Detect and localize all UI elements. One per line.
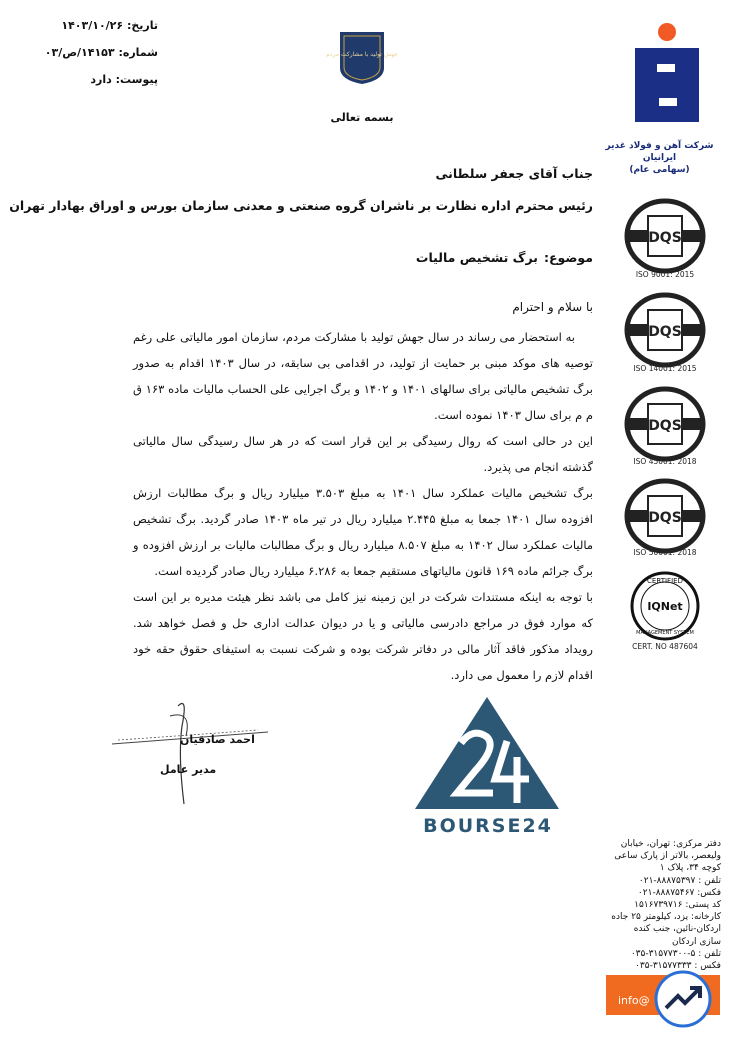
paragraph-1: به استحضار می رساند در سال جهش تولید با مشارکت مردم، سازمان امور مالیاتی علی رغم توصیه های موکد مبنی بر حمایت از تولید، در اقدامی بی سابقه، در سال ۱۴۰۳ اقدام به صدور برگ تشخیص مالیاتی برای سالهای ۱۴۰۱ و ۱۴۰۲ و برگ اجرایی علی الحساب مالیات ماده ۱۶۳ ق م م برای سال ۱۴۰۳ نموده است. (133, 330, 593, 422)
iqnet-certified-badge-icon (626, 570, 704, 642)
trend-arrow-watermark-icon (654, 970, 712, 1028)
contact-line: فکس : ۳۱۵۷۷۳۳۳-۰۳۵ (635, 961, 721, 972)
iso-14001-badge-icon (620, 292, 710, 374)
company-logo-icon (627, 22, 707, 132)
contact-line: سازی اردکان (671, 936, 721, 947)
contact-block (591, 838, 721, 972)
iqnet-ring-top: CERTIFIED (647, 577, 683, 585)
footer-email: info@ (618, 994, 650, 1007)
paragraph-4: با توجه به اینکه مستندات شرکت در این زمینه نیز کامل می باشد نظر هیئت مدیره بر این است که موارد فوق در مراجع دادرسی مالیاتی و یا در دیوان عدالت اداری حل و فصل خواهد شد. رویداد مذکور فاقد آثار مالی در دفاتر شرکت بوده و شرکت نسبت به استیفای حقوق حقه خود اقدام لازم را معمول می دارد. (133, 590, 593, 682)
svg-text:DQS: DQS (648, 324, 682, 340)
production-year-emblem-icon (326, 28, 398, 86)
iqnet-cert-number: CERT. NO 487604 (632, 642, 698, 651)
iqnet-badge-text: IQNet (647, 600, 683, 613)
svg-text:DQS: DQS (648, 418, 682, 434)
iso-45001-label: ISO 45001: 2018 (633, 457, 697, 466)
subject-text: برگ تشخیص مالیات (415, 250, 538, 265)
company-name-block (592, 140, 727, 176)
contact-line: کوچه ۳۴، پلاک ۱ (659, 863, 721, 874)
svg-text:DQS: DQS (648, 230, 682, 246)
contact-line: تلفن : ۵-۳۱۵۷۷۳۰۰-۰۳۵ (630, 948, 721, 959)
paragraph-3: برگ تشخیص مالیات عملکرد سال ۱۴۰۱ به مبلغ ۳.۵۰۳ میلیارد ریال و برگ مطالبات ارزش افزوده سال ۱۴۰۱ جمعا به مبلغ ۲.۴۴۵ میلیارد ریال در تیر ماه ۱۴۰۳ صادر گردید. برگ تشخیص مالیات عملکرد سال ۱۴۰۲ به مبلغ ۸.۵۰۷ میلیارد ریال و برگ مطالبات مالیات بر ارزش افزوده و برگ جرائم ماده ۱۶۹ قانون مالیاتهای مستقیم جمعا به ۶.۲۸۶ میلیارد ریال صادر گردیده است. (133, 486, 594, 578)
bourse24-logo-icon (413, 693, 561, 811)
contact-line: فکس: ۸۸۸۷۵۴۶۷-۰۲۱ (637, 887, 721, 898)
signature-scribble-icon (108, 696, 273, 806)
paragraph-2: این در حالی است که روال رسیدگی بر این قرار است که در هر سال رسیدگی سال مالیاتی گذشته انجام می پذیرد. (133, 434, 593, 474)
recipient-name: جناب آقای جعفر سلطانی (435, 166, 593, 181)
bismillah: بسمه تعالی (330, 111, 394, 124)
contact-line: دفتر مرکزی: تهران، خیابان (620, 839, 721, 849)
subject-label: موضوع: (543, 250, 593, 265)
greeting: با سلام و احترام (512, 300, 593, 314)
iso-9001-label: ISO 9001: 2015 (635, 270, 695, 279)
letter-attachment: پیوست: دارد (90, 73, 158, 86)
letter-body (133, 324, 593, 688)
company-type: (سهامی عام) (629, 165, 690, 175)
iso-14001-label: ISO 14001: 2015 (633, 364, 697, 373)
signatory-title: مدیر عامل (160, 763, 217, 776)
iso-9001-badge-icon (620, 198, 710, 280)
letter-number: شماره: ۱۴۱۵۳/ص/۰۳ (44, 46, 158, 59)
recipient-position: رئیس محترم اداره نظارت بر ناشران گروه صنعتی و معدنی سازمان بورس و اوراق بهادار تهران (9, 198, 593, 213)
iqnet-ring-bottom: MANAGEMENT SYSTEM (636, 630, 694, 636)
contact-line: تلفن : ۸۸۸۷۵۳۹۷-۰۲۱ (638, 875, 721, 886)
svg-text:DQS: DQS (648, 510, 682, 526)
subject-line (410, 250, 593, 265)
letter-date: تاریخ: ۱۴۰۳/۱۰/۲۶ (61, 19, 158, 32)
signatory-name: احمد صادقیان (180, 733, 255, 746)
contact-line: کارخانه: یزد، کیلومتر ۲۵ جاده (611, 912, 721, 923)
contact-line: کد پستی: ۱۵۱۶۷۳۹۷۱۶ (634, 900, 721, 911)
iso-45001-badge-icon (620, 386, 710, 468)
iso-50001-label: ISO 50001: 2018 (633, 548, 697, 557)
emblem-label: جهش تولید با مشارکت مردم (326, 51, 398, 58)
letter-meta (8, 12, 158, 93)
bourse24-brand: BOURSE24 (423, 815, 553, 837)
company-name: شرکت آهن و فولاد غدیر ایرانیان (605, 141, 714, 163)
contact-line: ولیعصر، بالاتر از پارک ساعی (614, 851, 721, 862)
contact-line: اردکان-نائین، جنب کنده (633, 924, 721, 935)
